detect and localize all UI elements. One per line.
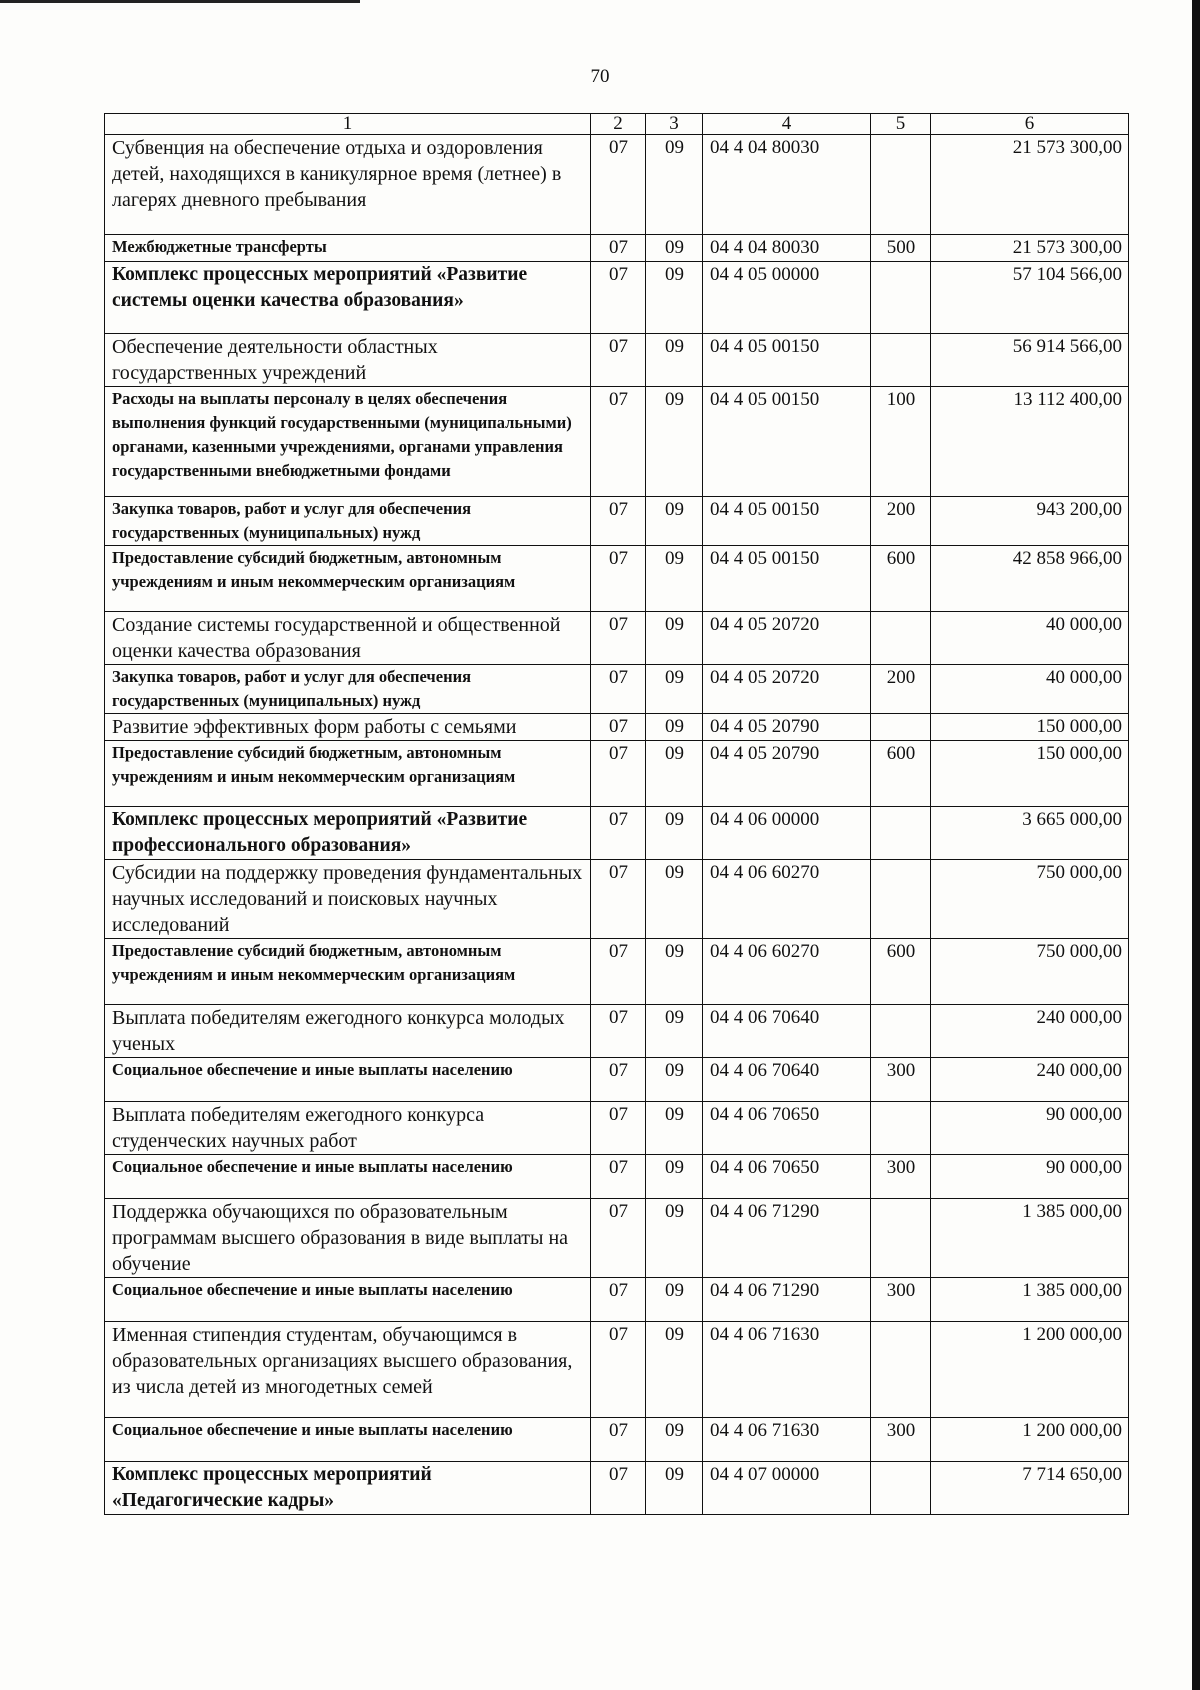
row-target-code: 04 4 07 00000 [703, 1461, 871, 1514]
row-expense-type: 500 [871, 235, 931, 262]
row-expense-type [871, 1101, 931, 1154]
table-row [105, 1461, 1129, 1514]
table-row [105, 664, 1129, 713]
row-name: Обеспечение деятельности областных государственных учреждений [105, 333, 591, 386]
row-amount: 90 000,00 [931, 1154, 1129, 1198]
row-subsection: 09 [646, 545, 703, 611]
col-header-subsection: 3 [646, 114, 703, 135]
row-subsection: 09 [646, 1154, 703, 1198]
table-row [105, 938, 1129, 1004]
table-row [105, 1004, 1129, 1057]
row-amount: 13 112 400,00 [931, 386, 1129, 496]
row-amount: 3 665 000,00 [931, 806, 1129, 859]
row-expense-type [871, 135, 931, 235]
row-subsection: 09 [646, 1461, 703, 1514]
row-amount: 1 385 000,00 [931, 1277, 1129, 1321]
row-expense-type: 600 [871, 545, 931, 611]
row-expense-type [871, 859, 931, 938]
row-amount: 21 573 300,00 [931, 235, 1129, 262]
row-subsection: 09 [646, 386, 703, 496]
row-expense-type: 300 [871, 1154, 931, 1198]
row-name: Социальное обеспечение и иные выплаты населению [105, 1154, 591, 1198]
row-amount: 7 714 650,00 [931, 1461, 1129, 1514]
row-section: 07 [591, 1057, 646, 1101]
row-expense-type: 300 [871, 1057, 931, 1101]
row-name: Поддержка обучающихся по образовательным программам высшего образования в виде выплаты на обучение [105, 1198, 591, 1277]
row-name: Закупка товаров, работ и услуг для обеспечения государственных (муниципальных) нужд [105, 496, 591, 545]
row-section: 07 [591, 806, 646, 859]
row-target-code: 04 4 04 80030 [703, 135, 871, 235]
row-section: 07 [591, 545, 646, 611]
row-name: Социальное обеспечение и иные выплаты населению [105, 1277, 591, 1321]
col-header-target-code: 4 [703, 114, 871, 135]
row-section: 07 [591, 1101, 646, 1154]
row-subsection: 09 [646, 806, 703, 859]
row-name: Развитие эффективных форм работы с семьями [105, 713, 591, 740]
table-row [105, 1277, 1129, 1321]
table-row [105, 1417, 1129, 1461]
row-section: 07 [591, 386, 646, 496]
row-name: Социальное обеспечение и иные выплаты населению [105, 1417, 591, 1461]
row-amount: 21 573 300,00 [931, 135, 1129, 235]
table-row [105, 1154, 1129, 1198]
row-subsection: 09 [646, 1004, 703, 1057]
row-subsection: 09 [646, 1101, 703, 1154]
col-header-amount: 6 [931, 114, 1129, 135]
row-section: 07 [591, 135, 646, 235]
table-row [105, 333, 1129, 386]
row-target-code: 04 4 06 60270 [703, 859, 871, 938]
row-section: 07 [591, 1461, 646, 1514]
row-target-code: 04 4 05 20720 [703, 611, 871, 664]
row-expense-type [871, 611, 931, 664]
row-subsection: 09 [646, 135, 703, 235]
row-amount: 56 914 566,00 [931, 333, 1129, 386]
row-subsection: 09 [646, 740, 703, 806]
row-target-code: 04 4 06 71630 [703, 1321, 871, 1417]
row-name: Комплекс процессных мероприятий «Развитие системы оценки качества образования» [105, 261, 591, 333]
row-expense-type [871, 1461, 931, 1514]
row-amount: 1 200 000,00 [931, 1417, 1129, 1461]
row-section: 07 [591, 938, 646, 1004]
row-amount: 750 000,00 [931, 938, 1129, 1004]
row-expense-type [871, 333, 931, 386]
row-name: Субсидии на поддержку проведения фундаментальных научных исследований и поисковых научных исследований [105, 859, 591, 938]
table-row [105, 545, 1129, 611]
col-header-section: 2 [591, 114, 646, 135]
row-section: 07 [591, 664, 646, 713]
row-expense-type: 200 [871, 664, 931, 713]
row-amount: 150 000,00 [931, 740, 1129, 806]
row-section: 07 [591, 1198, 646, 1277]
row-name: Предоставление субсидий бюджетным, автономным учреждениям и иным некоммерческим организациям [105, 938, 591, 1004]
row-name: Расходы на выплаты персоналу в целях обеспечения выполнения функций государственными (муниципальными) органами, казенными учреждениями, органами управления государственными внебюджетными фондами [105, 386, 591, 496]
row-subsection: 09 [646, 1277, 703, 1321]
row-amount: 57 104 566,00 [931, 261, 1129, 333]
row-name: Предоставление субсидий бюджетным, автономным учреждениям и иным некоммерческим организациям [105, 740, 591, 806]
row-amount: 943 200,00 [931, 496, 1129, 545]
table-row [105, 235, 1129, 262]
row-expense-type [871, 806, 931, 859]
row-name: Создание системы государственной и общественной оценки качества образования [105, 611, 591, 664]
row-section: 07 [591, 496, 646, 545]
row-name: Выплата победителям ежегодного конкурса студенческих научных работ [105, 1101, 591, 1154]
row-expense-type: 200 [871, 496, 931, 545]
row-target-code: 04 4 06 71290 [703, 1277, 871, 1321]
row-target-code: 04 4 06 71290 [703, 1198, 871, 1277]
row-name: Комплекс процессных мероприятий «Развитие профессионального образования» [105, 806, 591, 859]
table-body [105, 135, 1129, 1515]
row-expense-type [871, 261, 931, 333]
row-target-code: 04 4 05 20720 [703, 664, 871, 713]
row-amount: 42 858 966,00 [931, 545, 1129, 611]
row-target-code: 04 4 04 80030 [703, 235, 871, 262]
row-target-code: 04 4 06 70650 [703, 1154, 871, 1198]
row-subsection: 09 [646, 1198, 703, 1277]
row-subsection: 09 [646, 611, 703, 664]
top-edge-rule [0, 0, 360, 3]
row-name: Социальное обеспечение и иные выплаты населению [105, 1057, 591, 1101]
row-subsection: 09 [646, 664, 703, 713]
row-section: 07 [591, 1154, 646, 1198]
row-subsection: 09 [646, 938, 703, 1004]
table-row [105, 806, 1129, 859]
row-section: 07 [591, 261, 646, 333]
row-subsection: 09 [646, 1417, 703, 1461]
row-target-code: 04 4 05 00150 [703, 545, 871, 611]
row-expense-type: 300 [871, 1277, 931, 1321]
row-section: 07 [591, 611, 646, 664]
row-name: Субвенция на обеспечение отдыха и оздоровления детей, находящихся в каникулярное время (летнее) в лагерях дневного пребывания [105, 135, 591, 235]
table-row [105, 1321, 1129, 1417]
col-header-name: 1 [105, 114, 591, 135]
row-name: Выплата победителям ежегодного конкурса молодых ученых [105, 1004, 591, 1057]
scan-edge-shadow [1192, 0, 1200, 1690]
row-section: 07 [591, 740, 646, 806]
row-amount: 240 000,00 [931, 1004, 1129, 1057]
row-name: Закупка товаров, работ и услуг для обеспечения государственных (муниципальных) нужд [105, 664, 591, 713]
row-name: Предоставление субсидий бюджетным, автономным учреждениям и иным некоммерческим организациям [105, 545, 591, 611]
row-subsection: 09 [646, 235, 703, 262]
row-subsection: 09 [646, 1057, 703, 1101]
row-expense-type [871, 1004, 931, 1057]
table-row [105, 386, 1129, 496]
row-target-code: 04 4 06 71630 [703, 1417, 871, 1461]
row-amount: 90 000,00 [931, 1101, 1129, 1154]
row-section: 07 [591, 1277, 646, 1321]
table-row [105, 261, 1129, 333]
row-target-code: 04 4 06 70650 [703, 1101, 871, 1154]
row-amount: 150 000,00 [931, 713, 1129, 740]
row-target-code: 04 4 05 20790 [703, 713, 871, 740]
row-amount: 750 000,00 [931, 859, 1129, 938]
row-section: 07 [591, 235, 646, 262]
row-subsection: 09 [646, 261, 703, 333]
col-header-expense-type: 5 [871, 114, 931, 135]
row-target-code: 04 4 06 60270 [703, 938, 871, 1004]
row-expense-type: 100 [871, 386, 931, 496]
row-subsection: 09 [646, 333, 703, 386]
table-row [105, 135, 1129, 235]
row-section: 07 [591, 713, 646, 740]
row-subsection: 09 [646, 859, 703, 938]
row-expense-type [871, 713, 931, 740]
row-section: 07 [591, 1417, 646, 1461]
row-target-code: 04 4 06 70640 [703, 1057, 871, 1101]
row-section: 07 [591, 1321, 646, 1417]
row-section: 07 [591, 333, 646, 386]
header-row [105, 114, 1129, 135]
table-row [105, 496, 1129, 545]
table-row [105, 1101, 1129, 1154]
row-section: 07 [591, 859, 646, 938]
row-target-code: 04 4 06 00000 [703, 806, 871, 859]
row-target-code: 04 4 05 00000 [703, 261, 871, 333]
row-amount: 1 200 000,00 [931, 1321, 1129, 1417]
row-expense-type: 600 [871, 740, 931, 806]
row-name: Комплекс процессных мероприятий «Педагогические кадры» [105, 1461, 591, 1514]
row-name: Межбюджетные трансферты [105, 235, 591, 262]
row-amount: 40 000,00 [931, 611, 1129, 664]
row-target-code: 04 4 05 00150 [703, 386, 871, 496]
row-target-code: 04 4 06 70640 [703, 1004, 871, 1057]
row-expense-type [871, 1198, 931, 1277]
row-target-code: 04 4 05 00150 [703, 496, 871, 545]
row-subsection: 09 [646, 496, 703, 545]
row-expense-type: 600 [871, 938, 931, 1004]
row-target-code: 04 4 05 00150 [703, 333, 871, 386]
budget-table [104, 113, 1129, 1515]
table-row [105, 859, 1129, 938]
row-expense-type [871, 1321, 931, 1417]
row-amount: 1 385 000,00 [931, 1198, 1129, 1277]
table-row [105, 713, 1129, 740]
table-row [105, 1198, 1129, 1277]
row-section: 07 [591, 1004, 646, 1057]
row-subsection: 09 [646, 1321, 703, 1417]
row-amount: 40 000,00 [931, 664, 1129, 713]
page-number: 70 [590, 66, 610, 87]
row-name: Именная стипендия студентам, обучающимся в образовательных организациях высшего образования, из числа детей из многодетных семей [105, 1321, 591, 1417]
row-amount: 240 000,00 [931, 1057, 1129, 1101]
table-row [105, 740, 1129, 806]
row-subsection: 09 [646, 713, 703, 740]
row-expense-type: 300 [871, 1417, 931, 1461]
row-target-code: 04 4 05 20790 [703, 740, 871, 806]
table-row [105, 1057, 1129, 1101]
table-row [105, 611, 1129, 664]
